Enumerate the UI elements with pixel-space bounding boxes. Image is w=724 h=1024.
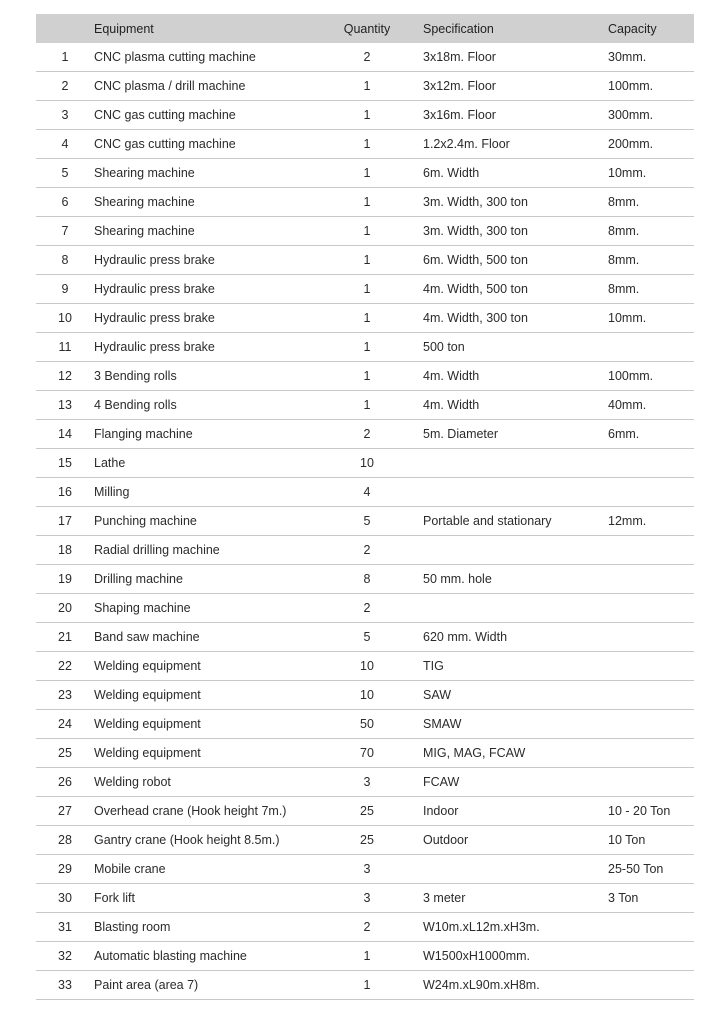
cell-equipment: Overhead crane (Hook height 7m.): [94, 797, 337, 826]
cell-quantity: 1: [337, 362, 397, 391]
table-row: [36, 913, 694, 942]
cell-equipment: 4 Bending rolls: [94, 391, 337, 420]
cell-no: 4: [36, 130, 94, 159]
cell-specification: 620 mm. Width: [397, 623, 608, 652]
cell-quantity: 1: [337, 971, 397, 1000]
cell-specification: 4m. Width: [397, 391, 608, 420]
cell-quantity: 5: [337, 623, 397, 652]
cell-capacity: 100mm.: [608, 362, 694, 391]
cell-no: 22: [36, 652, 94, 681]
cell-capacity: 8mm.: [608, 217, 694, 246]
cell-quantity: 2: [337, 594, 397, 623]
cell-equipment: Hydraulic press brake: [94, 304, 337, 333]
cell-no: 31: [36, 913, 94, 942]
cell-capacity: [608, 536, 694, 565]
table-row: [36, 594, 694, 623]
header-specification: Specification: [397, 14, 608, 43]
cell-capacity: [608, 623, 694, 652]
cell-no: 24: [36, 710, 94, 739]
cell-no: 23: [36, 681, 94, 710]
cell-capacity: 100mm.: [608, 72, 694, 101]
cell-capacity: [608, 594, 694, 623]
table-row: [36, 768, 694, 797]
cell-equipment: Shaping machine: [94, 594, 337, 623]
cell-specification: 3x12m. Floor: [397, 72, 608, 101]
table-row: [36, 72, 694, 101]
cell-specification: 4m. Width, 500 ton: [397, 275, 608, 304]
cell-equipment: Gantry crane (Hook height 8.5m.): [94, 826, 337, 855]
cell-quantity: 25: [337, 797, 397, 826]
cell-no: 14: [36, 420, 94, 449]
table-row: [36, 188, 694, 217]
cell-no: 15: [36, 449, 94, 478]
cell-no: 13: [36, 391, 94, 420]
cell-no: 29: [36, 855, 94, 884]
cell-equipment: Fork lift: [94, 884, 337, 913]
cell-no: 19: [36, 565, 94, 594]
cell-equipment: Drilling machine: [94, 565, 337, 594]
cell-specification: 3m. Width, 300 ton: [397, 188, 608, 217]
cell-capacity: 300mm.: [608, 101, 694, 130]
cell-capacity: 12mm.: [608, 507, 694, 536]
cell-quantity: 2: [337, 420, 397, 449]
cell-quantity: 50: [337, 710, 397, 739]
cell-specification: MIG, MAG, FCAW: [397, 739, 608, 768]
cell-specification: 3x16m. Floor: [397, 101, 608, 130]
table-row: [36, 217, 694, 246]
cell-equipment: Welding equipment: [94, 710, 337, 739]
cell-capacity: 10 - 20 Ton: [608, 797, 694, 826]
cell-equipment: Punching machine: [94, 507, 337, 536]
cell-quantity: 1: [337, 101, 397, 130]
table-row: [36, 159, 694, 188]
cell-no: 28: [36, 826, 94, 855]
cell-capacity: [608, 768, 694, 797]
cell-no: 26: [36, 768, 94, 797]
cell-capacity: 25-50 Ton: [608, 855, 694, 884]
header-capacity: Capacity: [608, 14, 694, 43]
cell-equipment: 3 Bending rolls: [94, 362, 337, 391]
cell-quantity: 3: [337, 768, 397, 797]
cell-equipment: Band saw machine: [94, 623, 337, 652]
cell-capacity: [608, 681, 694, 710]
table-row: [36, 362, 694, 391]
cell-equipment: Shearing machine: [94, 188, 337, 217]
cell-capacity: [608, 942, 694, 971]
cell-specification: W10m.xL12m.xH3m.: [397, 913, 608, 942]
cell-capacity: 8mm.: [608, 246, 694, 275]
cell-no: 3: [36, 101, 94, 130]
cell-equipment: Radial drilling machine: [94, 536, 337, 565]
cell-equipment: Mobile crane: [94, 855, 337, 884]
cell-equipment: Welding equipment: [94, 681, 337, 710]
cell-equipment: Blasting room: [94, 913, 337, 942]
table-row: [36, 884, 694, 913]
table-row: [36, 739, 694, 768]
cell-capacity: 10mm.: [608, 159, 694, 188]
cell-quantity: 5: [337, 507, 397, 536]
table-row: [36, 536, 694, 565]
cell-capacity: 10 Ton: [608, 826, 694, 855]
cell-specification: 6m. Width, 500 ton: [397, 246, 608, 275]
cell-equipment: Milling: [94, 478, 337, 507]
header-quantity: Quantity: [337, 14, 397, 43]
cell-quantity: 1: [337, 275, 397, 304]
cell-capacity: 3 Ton: [608, 884, 694, 913]
cell-specification: 3m. Width, 300 ton: [397, 217, 608, 246]
cell-quantity: 10: [337, 681, 397, 710]
cell-capacity: 30mm.: [608, 43, 694, 72]
table-row: [36, 246, 694, 275]
cell-quantity: 1: [337, 72, 397, 101]
cell-quantity: 3: [337, 884, 397, 913]
cell-specification: W1500xH1000mm.: [397, 942, 608, 971]
cell-specification: 6m. Width: [397, 159, 608, 188]
cell-no: 32: [36, 942, 94, 971]
cell-specification: 3x18m. Floor: [397, 43, 608, 72]
cell-quantity: 70: [337, 739, 397, 768]
cell-capacity: 40mm.: [608, 391, 694, 420]
cell-capacity: 8mm.: [608, 188, 694, 217]
cell-specification: [397, 855, 608, 884]
cell-no: 2: [36, 72, 94, 101]
cell-equipment: Hydraulic press brake: [94, 275, 337, 304]
cell-no: 30: [36, 884, 94, 913]
table-row: [36, 391, 694, 420]
cell-specification: 1.2x2.4m. Floor: [397, 130, 608, 159]
cell-equipment: Flanging machine: [94, 420, 337, 449]
cell-capacity: [608, 710, 694, 739]
cell-quantity: 10: [337, 652, 397, 681]
cell-quantity: 3: [337, 855, 397, 884]
cell-specification: 4m. Width, 300 ton: [397, 304, 608, 333]
header-no: [36, 14, 94, 43]
table-row: [36, 101, 694, 130]
cell-specification: Outdoor: [397, 826, 608, 855]
cell-quantity: 1: [337, 217, 397, 246]
cell-quantity: 1: [337, 333, 397, 362]
cell-quantity: 2: [337, 913, 397, 942]
cell-specification: TIG: [397, 652, 608, 681]
cell-specification: Indoor: [397, 797, 608, 826]
header-equipment: Equipment: [94, 14, 337, 43]
table-row: [36, 449, 694, 478]
table-row: [36, 275, 694, 304]
cell-quantity: 2: [337, 536, 397, 565]
cell-specification: FCAW: [397, 768, 608, 797]
cell-specification: [397, 536, 608, 565]
table-row: [36, 942, 694, 971]
cell-quantity: 1: [337, 188, 397, 217]
cell-capacity: [608, 565, 694, 594]
equipment-table: [36, 14, 694, 1000]
cell-specification: 5m. Diameter: [397, 420, 608, 449]
cell-quantity: 1: [337, 159, 397, 188]
cell-equipment: CNC gas cutting machine: [94, 101, 337, 130]
table-row: [36, 478, 694, 507]
cell-no: 25: [36, 739, 94, 768]
cell-quantity: 1: [337, 942, 397, 971]
cell-equipment: Shearing machine: [94, 159, 337, 188]
cell-specification: Portable and stationary: [397, 507, 608, 536]
table-row: [36, 971, 694, 1000]
cell-capacity: [608, 652, 694, 681]
table-row: [36, 304, 694, 333]
table-header-row: [36, 14, 694, 43]
cell-no: 21: [36, 623, 94, 652]
cell-specification: [397, 594, 608, 623]
cell-specification: 50 mm. hole: [397, 565, 608, 594]
cell-no: 18: [36, 536, 94, 565]
table-row: [36, 565, 694, 594]
table-row: [36, 130, 694, 159]
table-row: [36, 797, 694, 826]
cell-no: 11: [36, 333, 94, 362]
cell-quantity: 1: [337, 246, 397, 275]
cell-equipment: CNC plasma / drill machine: [94, 72, 337, 101]
table-row: [36, 507, 694, 536]
cell-capacity: [608, 333, 694, 362]
cell-quantity: 8: [337, 565, 397, 594]
cell-specification: 500 ton: [397, 333, 608, 362]
cell-equipment: CNC gas cutting machine: [94, 130, 337, 159]
cell-no: 12: [36, 362, 94, 391]
table-row: [36, 333, 694, 362]
cell-no: 1: [36, 43, 94, 72]
cell-quantity: 25: [337, 826, 397, 855]
cell-equipment: Hydraulic press brake: [94, 333, 337, 362]
table-row: [36, 681, 694, 710]
cell-specification: W24m.xL90m.xH8m.: [397, 971, 608, 1000]
cell-equipment: Automatic blasting machine: [94, 942, 337, 971]
cell-equipment: Welding robot: [94, 768, 337, 797]
cell-quantity: 1: [337, 304, 397, 333]
cell-specification: [397, 478, 608, 507]
cell-specification: 3 meter: [397, 884, 608, 913]
cell-equipment: CNC plasma cutting machine: [94, 43, 337, 72]
cell-no: 10: [36, 304, 94, 333]
table-row: [36, 623, 694, 652]
cell-quantity: 2: [337, 43, 397, 72]
cell-no: 27: [36, 797, 94, 826]
cell-capacity: 200mm.: [608, 130, 694, 159]
cell-quantity: 10: [337, 449, 397, 478]
table-body: [36, 43, 694, 1000]
cell-capacity: [608, 971, 694, 1000]
cell-quantity: 1: [337, 391, 397, 420]
cell-no: 20: [36, 594, 94, 623]
cell-capacity: 8mm.: [608, 275, 694, 304]
cell-capacity: [608, 739, 694, 768]
cell-no: 17: [36, 507, 94, 536]
cell-no: 8: [36, 246, 94, 275]
cell-capacity: [608, 449, 694, 478]
cell-quantity: 4: [337, 478, 397, 507]
cell-specification: [397, 449, 608, 478]
cell-equipment: Welding equipment: [94, 739, 337, 768]
cell-no: 33: [36, 971, 94, 1000]
cell-equipment: Welding equipment: [94, 652, 337, 681]
cell-no: 9: [36, 275, 94, 304]
cell-capacity: 10mm.: [608, 304, 694, 333]
cell-capacity: [608, 478, 694, 507]
cell-specification: SMAW: [397, 710, 608, 739]
cell-equipment: Lathe: [94, 449, 337, 478]
cell-equipment: Paint area (area 7): [94, 971, 337, 1000]
cell-quantity: 1: [337, 130, 397, 159]
table-row: [36, 43, 694, 72]
cell-no: 16: [36, 478, 94, 507]
table-row: [36, 420, 694, 449]
cell-no: 5: [36, 159, 94, 188]
cell-capacity: 6mm.: [608, 420, 694, 449]
cell-specification: SAW: [397, 681, 608, 710]
table-row: [36, 855, 694, 884]
cell-equipment: Hydraulic press brake: [94, 246, 337, 275]
cell-no: 7: [36, 217, 94, 246]
cell-equipment: Shearing machine: [94, 217, 337, 246]
table-row: [36, 652, 694, 681]
table-row: [36, 826, 694, 855]
cell-no: 6: [36, 188, 94, 217]
table-row: [36, 710, 694, 739]
cell-capacity: [608, 913, 694, 942]
cell-specification: 4m. Width: [397, 362, 608, 391]
